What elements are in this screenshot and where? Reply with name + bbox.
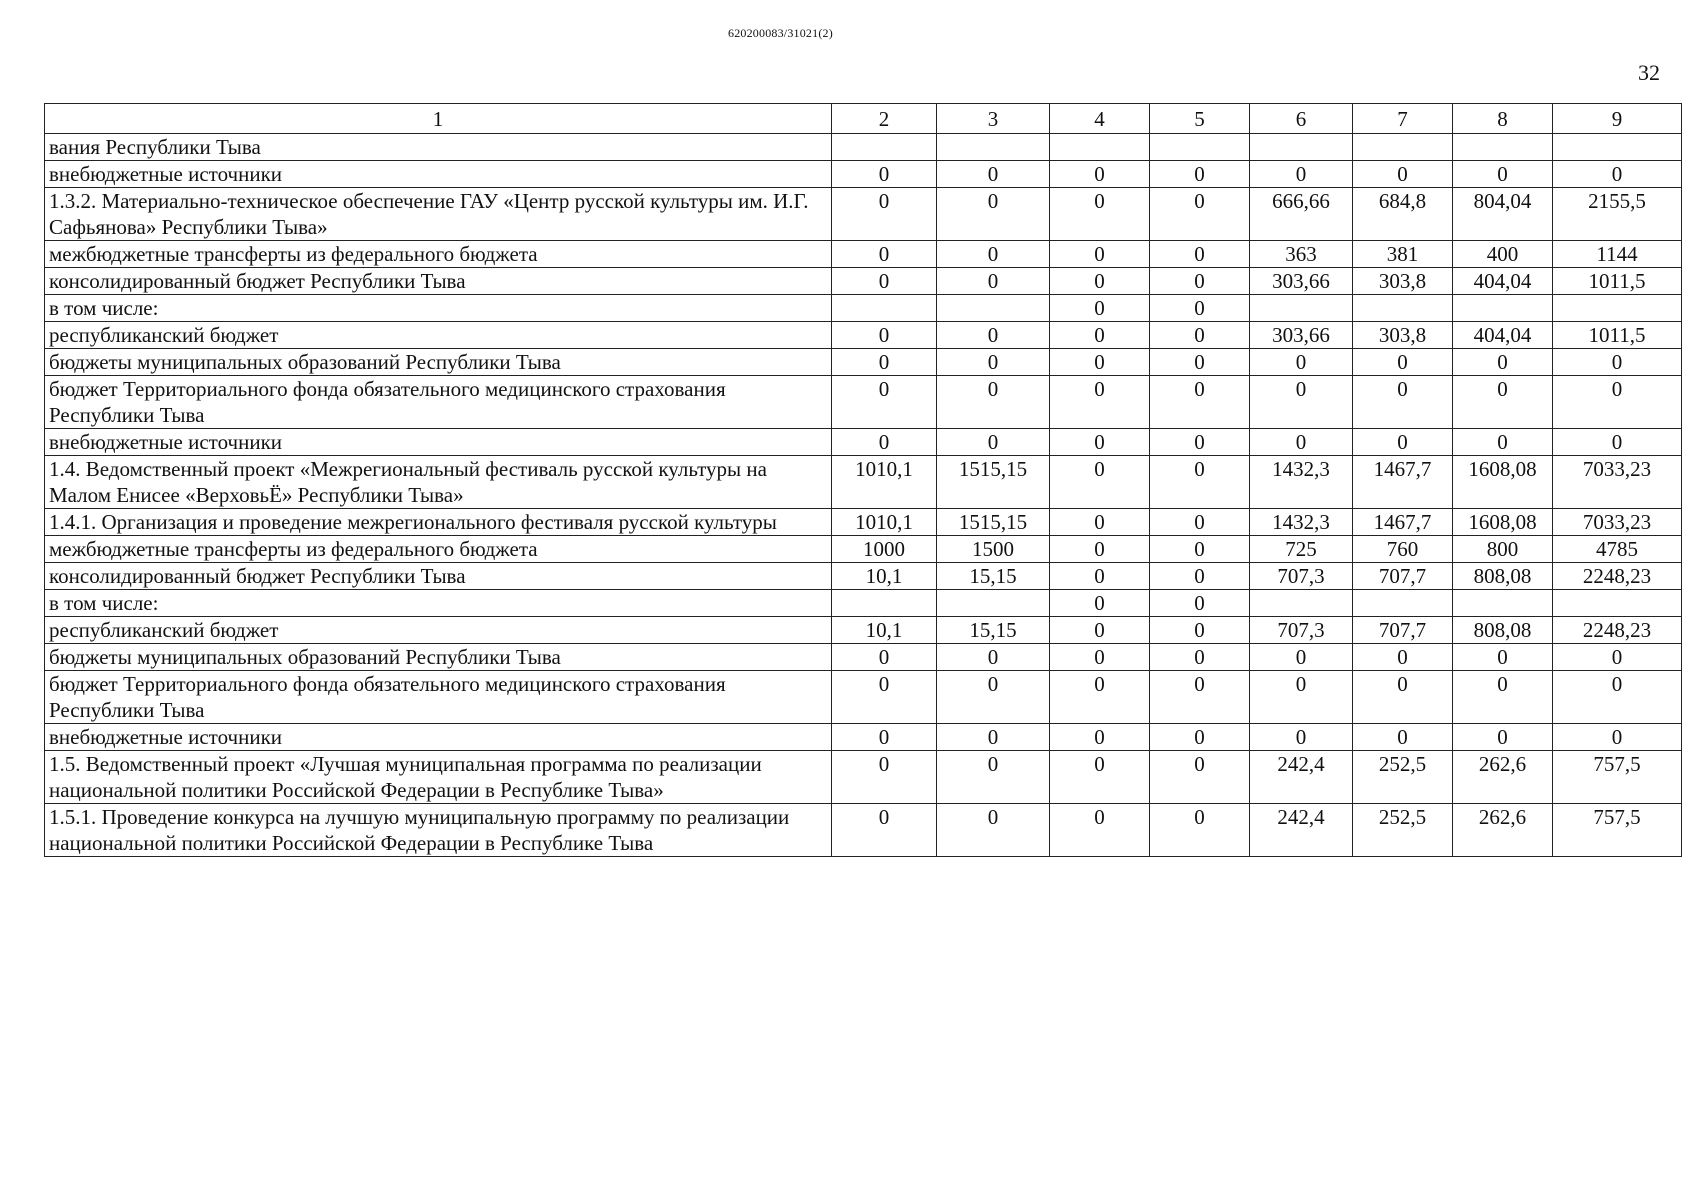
value-cell: 10,1 <box>832 617 937 644</box>
value-cell: 0 <box>1050 241 1150 268</box>
table-row <box>45 295 1682 322</box>
value-cell: 1515,15 <box>937 509 1050 536</box>
row-label: 1.4.1. Организация и проведение межрегионального фестиваля русской культуры <box>45 509 832 536</box>
value-cell: 0 <box>1050 671 1150 724</box>
value-cell: 0 <box>1150 644 1250 671</box>
value-cell <box>1353 134 1453 161</box>
column-header: 1 <box>45 104 832 134</box>
value-cell <box>1453 295 1553 322</box>
value-cell: 404,04 <box>1453 322 1553 349</box>
table-row <box>45 134 1682 161</box>
value-cell: 0 <box>1050 590 1150 617</box>
value-cell <box>1553 295 1682 322</box>
value-cell <box>832 590 937 617</box>
value-cell: 0 <box>832 671 937 724</box>
value-cell: 0 <box>1250 429 1353 456</box>
value-cell: 2248,23 <box>1553 617 1682 644</box>
value-cell: 0 <box>832 161 937 188</box>
table-body <box>45 134 1682 857</box>
value-cell: 0 <box>1150 241 1250 268</box>
row-label: бюджет Территориального фонда обязательного медицинского страхования Республики Тыва <box>45 671 832 724</box>
value-cell: 1011,5 <box>1553 268 1682 295</box>
table-row <box>45 644 1682 671</box>
value-cell: 10,1 <box>832 563 937 590</box>
value-cell <box>1553 134 1682 161</box>
column-header: 4 <box>1050 104 1150 134</box>
value-cell: 303,8 <box>1353 268 1453 295</box>
value-cell: 0 <box>1050 724 1150 751</box>
table-row <box>45 188 1682 241</box>
value-cell: 0 <box>1050 429 1150 456</box>
value-cell: 0 <box>1150 617 1250 644</box>
value-cell: 0 <box>1553 644 1682 671</box>
value-cell <box>1150 134 1250 161</box>
value-cell: 0 <box>832 188 937 241</box>
table-row <box>45 161 1682 188</box>
value-cell: 303,66 <box>1250 268 1353 295</box>
value-cell: 2155,5 <box>1553 188 1682 241</box>
value-cell <box>1453 590 1553 617</box>
row-label: вания Республики Тыва <box>45 134 832 161</box>
table-row <box>45 671 1682 724</box>
value-cell <box>1353 590 1453 617</box>
value-cell: 0 <box>832 429 937 456</box>
value-cell: 0 <box>1050 268 1150 295</box>
column-header: 7 <box>1353 104 1453 134</box>
value-cell: 381 <box>1353 241 1453 268</box>
document-code: 620200083/31021(2) <box>728 26 833 40</box>
value-cell <box>1050 134 1150 161</box>
value-cell: 0 <box>832 724 937 751</box>
row-label: 1.5. Ведомственный проект «Лучшая муниципальная программа по реализации национальной политики Российской Федерации в Республике Тыва» <box>45 751 832 804</box>
value-cell: 262,6 <box>1453 804 1553 857</box>
row-label: республиканский бюджет <box>45 322 832 349</box>
value-cell: 0 <box>832 644 937 671</box>
value-cell: 0 <box>1353 376 1453 429</box>
value-cell <box>937 590 1050 617</box>
value-cell: 0 <box>1453 724 1553 751</box>
value-cell: 0 <box>1553 349 1682 376</box>
row-label: 1.5.1. Проведение конкурса на лучшую муниципальную программу по реализации национальной политики Российской Федерации в Республике Тыва <box>45 804 832 857</box>
value-cell: 0 <box>1150 161 1250 188</box>
value-cell: 252,5 <box>1353 751 1453 804</box>
value-cell: 1011,5 <box>1553 322 1682 349</box>
table-row <box>45 724 1682 751</box>
value-cell: 0 <box>937 644 1050 671</box>
value-cell: 303,66 <box>1250 322 1353 349</box>
value-cell: 0 <box>1050 349 1150 376</box>
value-cell: 0 <box>1453 429 1553 456</box>
value-cell: 0 <box>832 804 937 857</box>
value-cell: 0 <box>832 322 937 349</box>
value-cell: 0 <box>1150 429 1250 456</box>
value-cell <box>1250 295 1353 322</box>
value-cell: 0 <box>1150 563 1250 590</box>
value-cell: 7033,23 <box>1553 456 1682 509</box>
value-cell: 0 <box>1250 671 1353 724</box>
value-cell: 0 <box>1250 376 1353 429</box>
value-cell <box>1353 295 1453 322</box>
value-cell: 0 <box>1050 376 1150 429</box>
row-label: консолидированный бюджет Республики Тыва <box>45 563 832 590</box>
row-label: внебюджетные источники <box>45 724 832 751</box>
value-cell: 0 <box>937 349 1050 376</box>
value-cell: 0 <box>1353 429 1453 456</box>
value-cell <box>832 134 937 161</box>
value-cell: 800 <box>1453 536 1553 563</box>
value-cell: 400 <box>1453 241 1553 268</box>
value-cell: 0 <box>1553 376 1682 429</box>
table-row <box>45 509 1682 536</box>
header-row <box>45 104 1682 134</box>
column-header: 3 <box>937 104 1050 134</box>
value-cell: 0 <box>1150 724 1250 751</box>
value-cell: 0 <box>1150 188 1250 241</box>
value-cell: 0 <box>937 188 1050 241</box>
column-header: 6 <box>1250 104 1353 134</box>
value-cell: 0 <box>1150 590 1250 617</box>
value-cell: 0 <box>1050 804 1150 857</box>
value-cell: 760 <box>1353 536 1453 563</box>
value-cell <box>1250 134 1353 161</box>
value-cell: 707,7 <box>1353 617 1453 644</box>
value-cell <box>832 295 937 322</box>
table-row <box>45 456 1682 509</box>
table-row <box>45 241 1682 268</box>
value-cell: 0 <box>1453 644 1553 671</box>
value-cell: 0 <box>1453 376 1553 429</box>
value-cell <box>937 295 1050 322</box>
value-cell <box>1553 590 1682 617</box>
row-label: в том числе: <box>45 590 832 617</box>
value-cell: 684,8 <box>1353 188 1453 241</box>
value-cell: 0 <box>1050 751 1150 804</box>
value-cell: 0 <box>832 751 937 804</box>
value-cell: 0 <box>1553 671 1682 724</box>
value-cell: 0 <box>1453 671 1553 724</box>
row-label: 1.4. Ведомственный проект «Межрегиональный фестиваль русской культуры на Малом Енисее «ВерховьЁ» Республики Тыва» <box>45 456 832 509</box>
value-cell: 0 <box>1453 349 1553 376</box>
value-cell: 0 <box>1150 751 1250 804</box>
value-cell: 0 <box>1553 724 1682 751</box>
row-label: внебюджетные источники <box>45 161 832 188</box>
value-cell: 363 <box>1250 241 1353 268</box>
row-label: республиканский бюджет <box>45 617 832 644</box>
value-cell: 0 <box>832 349 937 376</box>
value-cell: 1000 <box>832 536 937 563</box>
value-cell: 757,5 <box>1553 804 1682 857</box>
value-cell: 0 <box>937 241 1050 268</box>
table-row <box>45 617 1682 644</box>
value-cell: 0 <box>1150 295 1250 322</box>
table-row <box>45 429 1682 456</box>
table-row <box>45 322 1682 349</box>
value-cell: 0 <box>937 751 1050 804</box>
table-row <box>45 590 1682 617</box>
value-cell: 2248,23 <box>1553 563 1682 590</box>
value-cell: 262,6 <box>1453 751 1553 804</box>
value-cell: 1432,3 <box>1250 509 1353 536</box>
value-cell: 0 <box>937 671 1050 724</box>
value-cell: 0 <box>1250 644 1353 671</box>
value-cell: 0 <box>937 268 1050 295</box>
table-row <box>45 349 1682 376</box>
table-row <box>45 563 1682 590</box>
value-cell: 1010,1 <box>832 456 937 509</box>
value-cell: 0 <box>937 322 1050 349</box>
value-cell: 666,66 <box>1250 188 1353 241</box>
row-label: бюджет Территориального фонда обязательного медицинского страхования Республики Тыва <box>45 376 832 429</box>
value-cell: 7033,23 <box>1553 509 1682 536</box>
value-cell: 707,3 <box>1250 617 1353 644</box>
value-cell: 0 <box>1150 322 1250 349</box>
value-cell: 242,4 <box>1250 751 1353 804</box>
value-cell: 0 <box>1150 376 1250 429</box>
table-row <box>45 804 1682 857</box>
value-cell: 0 <box>1353 349 1453 376</box>
value-cell: 808,08 <box>1453 617 1553 644</box>
row-label: 1.3.2. Материально-техническое обеспечение ГАУ «Центр русской культуры им. И.Г. Сафьянова» Республики Тыва» <box>45 188 832 241</box>
value-cell: 15,15 <box>937 617 1050 644</box>
value-cell: 0 <box>1150 268 1250 295</box>
value-cell: 0 <box>1150 509 1250 536</box>
value-cell: 0 <box>1150 671 1250 724</box>
value-cell: 1467,7 <box>1353 456 1453 509</box>
value-cell: 1515,15 <box>937 456 1050 509</box>
row-label: в том числе: <box>45 295 832 322</box>
column-header: 9 <box>1553 104 1682 134</box>
page-number: 32 <box>1638 60 1660 85</box>
value-cell: 0 <box>937 161 1050 188</box>
value-cell: 0 <box>1050 161 1150 188</box>
value-cell: 707,7 <box>1353 563 1453 590</box>
value-cell: 0 <box>1353 671 1453 724</box>
row-label: бюджеты муниципальных образований Республики Тыва <box>45 644 832 671</box>
value-cell <box>1453 134 1553 161</box>
table-row <box>45 536 1682 563</box>
value-cell: 0 <box>1150 804 1250 857</box>
value-cell: 725 <box>1250 536 1353 563</box>
value-cell: 808,08 <box>1453 563 1553 590</box>
value-cell: 0 <box>1150 349 1250 376</box>
row-label: консолидированный бюджет Республики Тыва <box>45 268 832 295</box>
value-cell: 0 <box>1050 644 1150 671</box>
value-cell: 0 <box>1150 536 1250 563</box>
row-label: бюджеты муниципальных образований Республики Тыва <box>45 349 832 376</box>
value-cell: 0 <box>937 376 1050 429</box>
value-cell: 0 <box>832 376 937 429</box>
value-cell: 252,5 <box>1353 804 1453 857</box>
value-cell: 0 <box>1050 188 1150 241</box>
value-cell: 404,04 <box>1453 268 1553 295</box>
value-cell: 1500 <box>937 536 1050 563</box>
value-cell: 804,04 <box>1453 188 1553 241</box>
value-cell: 0 <box>1353 161 1453 188</box>
value-cell: 1010,1 <box>832 509 937 536</box>
value-cell: 1608,08 <box>1453 509 1553 536</box>
value-cell: 0 <box>1050 295 1150 322</box>
value-cell: 0 <box>937 429 1050 456</box>
value-cell: 0 <box>1553 429 1682 456</box>
table-row <box>45 751 1682 804</box>
value-cell: 0 <box>937 804 1050 857</box>
value-cell: 0 <box>1353 724 1453 751</box>
value-cell: 0 <box>1050 456 1150 509</box>
value-cell: 0 <box>1353 644 1453 671</box>
value-cell: 303,8 <box>1353 322 1453 349</box>
value-cell: 0 <box>1050 617 1150 644</box>
value-cell: 757,5 <box>1553 751 1682 804</box>
value-cell: 15,15 <box>937 563 1050 590</box>
value-cell: 4785 <box>1553 536 1682 563</box>
value-cell: 0 <box>1050 536 1150 563</box>
value-cell: 1144 <box>1553 241 1682 268</box>
value-cell: 1432,3 <box>1250 456 1353 509</box>
row-label: межбюджетные трансферты из федерального бюджета <box>45 241 832 268</box>
value-cell: 0 <box>1250 161 1353 188</box>
value-cell: 0 <box>1050 509 1150 536</box>
row-label: внебюджетные источники <box>45 429 832 456</box>
column-header: 2 <box>832 104 937 134</box>
column-header: 8 <box>1453 104 1553 134</box>
table-row <box>45 268 1682 295</box>
value-cell <box>937 134 1050 161</box>
value-cell: 0 <box>1050 322 1150 349</box>
value-cell: 0 <box>832 241 937 268</box>
value-cell: 0 <box>1050 563 1150 590</box>
value-cell: 242,4 <box>1250 804 1353 857</box>
value-cell: 0 <box>832 268 937 295</box>
table-row <box>45 376 1682 429</box>
column-header: 5 <box>1150 104 1250 134</box>
value-cell <box>1250 590 1353 617</box>
value-cell: 1467,7 <box>1353 509 1453 536</box>
value-cell: 0 <box>1250 349 1353 376</box>
value-cell: 0 <box>1150 456 1250 509</box>
value-cell: 0 <box>1553 161 1682 188</box>
value-cell: 0 <box>1250 724 1353 751</box>
value-cell: 1608,08 <box>1453 456 1553 509</box>
value-cell: 707,3 <box>1250 563 1353 590</box>
value-cell: 0 <box>937 724 1050 751</box>
value-cell: 0 <box>1453 161 1553 188</box>
row-label: межбюджетные трансферты из федерального бюджета <box>45 536 832 563</box>
budget-table <box>44 103 1682 857</box>
